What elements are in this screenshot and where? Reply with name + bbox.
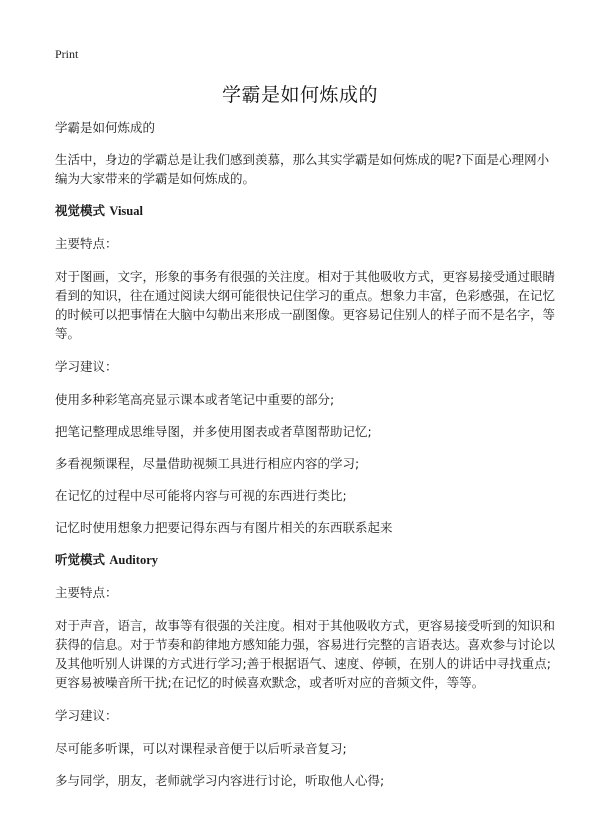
section-heading-visual xyxy=(55,201,555,221)
section-heading-en: Visual xyxy=(109,204,143,218)
section-heading-auditory xyxy=(55,550,555,570)
advice-item: 尽可能多听课，可以对课程录音便于以后听录音复习; xyxy=(55,741,347,756)
advice-item: 使用多种彩笔高亮显示课本或者笔记中重要的部分; xyxy=(55,392,335,407)
advice-item: 把笔记整理成思维导图，并多使用图表或者草图帮助记忆; xyxy=(55,424,372,439)
features-paragraph: 对于图画，文字，形象的事务有很强的关注度。相对于其他吸收方式，更容易接受通过眼睛看到的知识，往在通过阅读大纲可能很快记住学习的重点。想象力丰富，色彩感强，在记忆的时候可以把事情在大脑中勾勒出来形成一副图像。更容易记住别人的样子而不是名字，等等。 xyxy=(55,269,556,341)
advice-item: 记忆时使用想象力把要记得东西与有图片相关的东西联系起来 xyxy=(55,520,393,535)
advice-label: 学习建议： xyxy=(55,359,118,374)
features-label: 主要特点： xyxy=(55,585,118,600)
section-heading-cn: 视觉模式 xyxy=(55,203,106,218)
section-heading-cn: 听觉模式 xyxy=(55,552,106,567)
article-subtitle: 学霸是如何炼成的 xyxy=(55,120,156,135)
features-label: 主要特点： xyxy=(55,236,118,251)
section-heading-en: Auditory xyxy=(109,553,158,567)
advice-item: 在记忆的过程中尽可能将内容与可视的东西进行类比; xyxy=(55,488,347,503)
page-title: 学霸是如何炼成的 xyxy=(221,84,378,106)
features-paragraph: 对于声音，语言，故事等有很强的关注度。相对于其他吸收方式，更容易接受听到的知识和获得的信息。对于节奏和韵律地方感知能力强，容易进行完整的言语表达。喜欢参与讨论以及其他听别人讲课的方式进行学习;善于根据语气、速度、停顿，在别人的讲话中寻找重点;更容易被噪音所干扰;在记忆的时候喜欢默念，或者听对应的音频文件，等等。 xyxy=(55,618,556,690)
advice-item: 多与同学，朋友，老师就学习内容进行讨论，听取他人心得; xyxy=(55,773,385,788)
advice-item: 多看视频课程，尽量借助视频工具进行相应内容的学习; xyxy=(55,456,360,471)
advice-label: 学习建议： xyxy=(55,708,118,723)
intro-paragraph: 生活中，身边的学霸总是让我们感到羡慕，那么其实学霸是如何炼成的呢?下面是心理网小编为大家带来的学霸是如何炼成的。 xyxy=(55,152,550,186)
print-label[interactable]: Print xyxy=(55,47,79,61)
article-body xyxy=(55,118,555,803)
